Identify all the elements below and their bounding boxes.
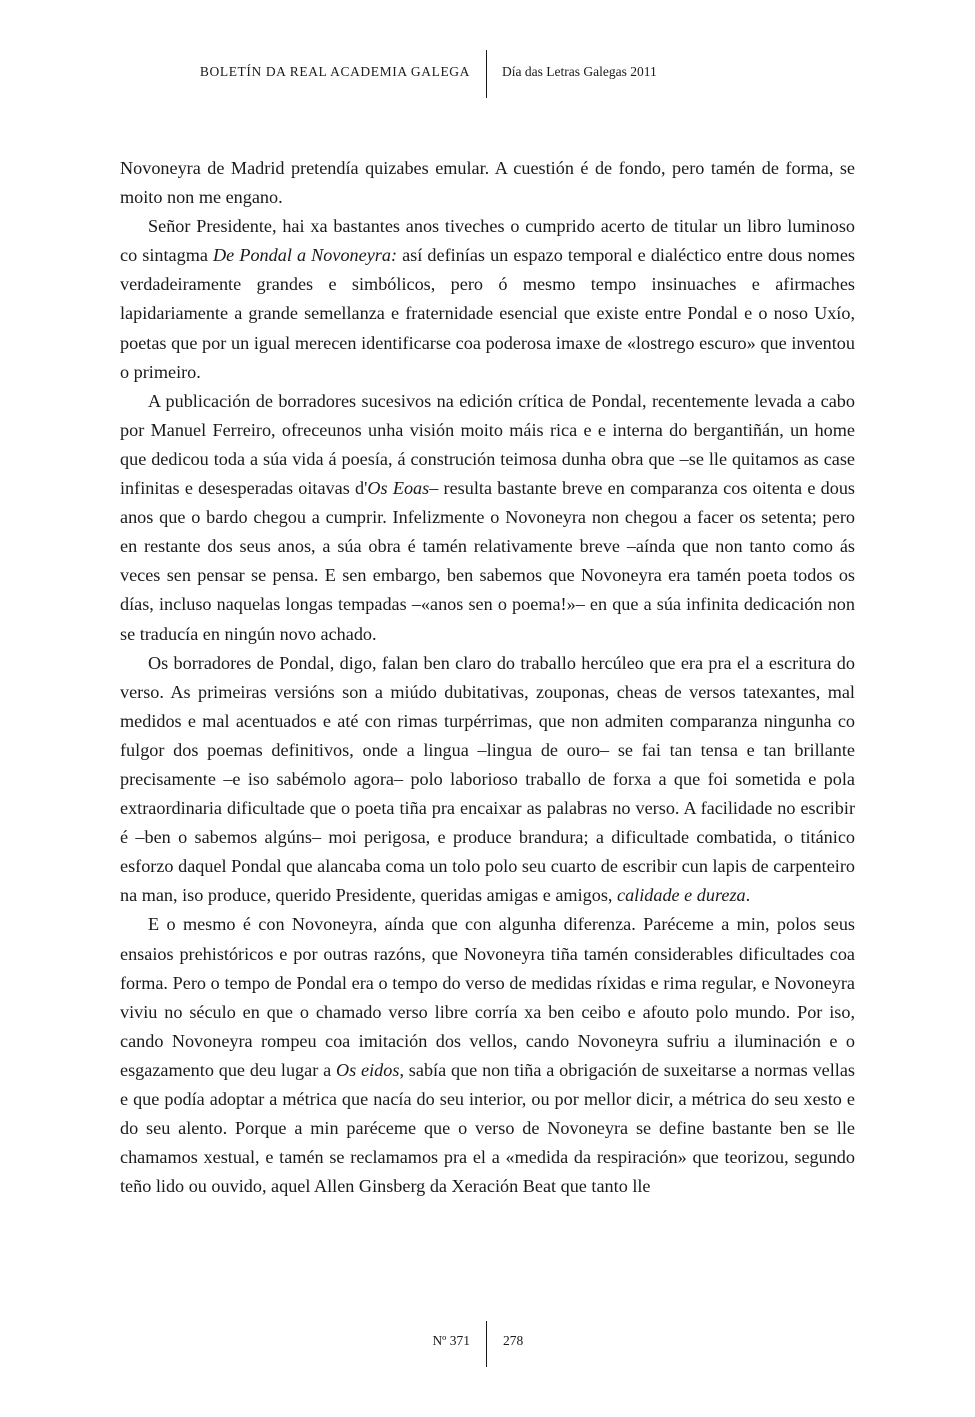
paragraph-text: E o mesmo é con Novoneyra, aínda que con algunha diferenza. Paréceme a min, polos seus ensaios prehistóricos e por outras razóns, que Novoneyra tiña tamén considerables dificultades coa forma. Pero o tempo de Pondal era o tempo do verso de medidas ríxidas e rima regular, e Novoneyra viviu no século en que o chamado verso libre corría xa ben ceibo e afouto polo mundo. Por iso, cando Novoneyra rompeu coa imitación dos vellos, cando Novoneyra sufriu a iluminación e o esgazamento que deu lugar a [120, 914, 855, 1080]
footer-divider [486, 1321, 487, 1367]
paragraph-text: . [745, 885, 751, 906]
book-title: Os Eoas [367, 478, 430, 499]
paragraph [120, 910, 855, 1201]
page-footer [0, 1321, 975, 1369]
issue-title: Día das Letras Galegas 2011 [502, 64, 657, 79]
page-number: 278 [503, 1333, 524, 1348]
emphasized-phrase: calidade e dureza [617, 885, 746, 906]
paragraph-text: Señor Presidente, hai xa bastantes anos tiveches o cumprido acerto de titular un libro luminoso co sintagma [120, 216, 855, 266]
book-title: Os eidos [336, 1059, 400, 1080]
body-text [120, 154, 855, 1201]
paragraph [120, 212, 855, 387]
paragraph [120, 154, 855, 212]
paragraph-text: A publicación de borradores sucesivos na edición crítica de Pondal, recentemente levada a cabo por Manuel Ferreiro, ofreceunos unha visión moito máis rica e e interna do bergantiñán, un home que dedicou toda a súa vida á poesía, á construción teimosa dunha obra que –se lle quitamos as case infinitas e desesperadas oitavas d' [120, 390, 855, 499]
paragraph-text: Os borradores de Pondal, digo, falan ben claro do traballo hercúleo que era pra el a escritura do verso. As primeiras versións son a miúdo dubitativas, zouponas, cheas de versos tatexantes, mal medidos e mal acentuados e até con rimas turpérrimas, que non admiten comparanza ningunha co fulgor dos poemas definitivos, onde a lingua –lingua de ouro– se fai tan tensa e tan brillante precisamente –e iso sabémolo agora– polo laborioso traballo de forxa a que foi sometida e pola extraordinaria dificultade que o poeta tiña pra encaixar as palabras no verso. A facilidade no escribir é –ben o sabemos algúns– moi perigosa, e produce brandura; a dificultade combatida, o titánico esforzo daquel Pondal que alancaba coma un tolo polo seu cuarto de escribir cun lapis de carpenteiro na man, iso produce, querido Presidente, queridas amigas e amigos, [120, 652, 855, 906]
paragraph-text: Novoneyra de Madrid pretendía quizabes emular. A cuestión é de fondo, pero tamén de forma, se moito non me engano. [120, 158, 855, 208]
paragraph-text: así definías un espazo temporal e dialéctico entre dous nomes verdadeiramente grandes e simbólicos, pero ó mesmo tempo insinuaches e afirmaches lapidariamente a grande semellanza e fraternidade esencial que existe entre Pondal e o noso Uxío, poetas que por un igual merecen identificarse coa poderosa imaxe de «lostrego escuro» que inventou o primeiro. [120, 245, 855, 382]
paragraph [120, 649, 855, 911]
page-header [0, 50, 975, 100]
paragraph-text: – resulta bastante breve en comparanza cos oitenta e dous anos que o bardo chegou a cumprir. Infelizmente o Novoneyra non chegou a facer os setenta; pero en restante dos seus anos, a súa obra é tamén relativamente breve –aínda que non tanto como ás veces sen pensar se pensa. E sen embargo, ben sabemos que Novoneyra era tamén poeta todos os días, incluso naquelas longas tempadas –«anos sen o poema!»– en que a súa infinita dedicación non se traducía en ningún novo achado. [120, 478, 855, 644]
book-title: De Pondal a Novoneyra: [213, 245, 398, 266]
issue-number: Nº 371 [432, 1333, 470, 1348]
header-divider [486, 50, 487, 98]
paragraph-text: , sabía que non tiña a obrigación de suxeitarse a normas vellas e que podía adoptar a métrica que nacía do seu interior, ou por mellor dicir, a métrica do seu xesto e do seu alento. Porque a min paréceme que o verso de Novoneyra se define bastante ben se lle chamamos xestual, e tamén se reclamamos pra el a «medida da respiración» que teorizou, segundo teño lido ou ouvido, aquel Allen Ginsberg da Xeración Beat que tanto lle [120, 1059, 855, 1197]
paragraph [120, 387, 855, 649]
publication-title: BOLETÍN DA REAL ACADEMIA GALEGA [199, 64, 470, 79]
